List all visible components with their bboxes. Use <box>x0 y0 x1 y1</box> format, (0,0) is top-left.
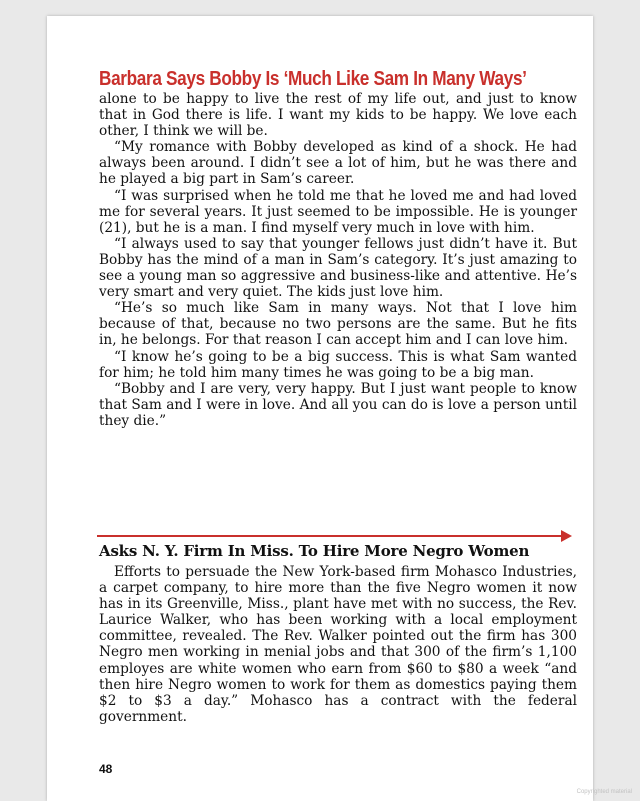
article-paragraph: “My romance with Bobby developed as kind of a shock. He had always been around. I didn’t see a lot of him, but he was there and he played a big part in Sam’s career. <box>99 139 577 188</box>
article-body <box>99 91 577 429</box>
arrow-right-icon <box>561 530 572 542</box>
news-brief-body <box>99 564 577 725</box>
news-brief-headline: Asks N. Y. Firm In Miss. To Hire More Negro Women <box>99 542 530 560</box>
article-headline: Barbara Says Bobby Is ‘Much Like Sam In Many Ways’ <box>99 68 527 90</box>
section-divider-rule <box>97 535 563 537</box>
article-paragraph: “Bobby and I are very, very happy. But I just want people to know that Sam and I were in love. And all you can do is love a person until they die.” <box>99 380 577 429</box>
page-number: 48 <box>99 762 113 776</box>
article-paragraph: Efforts to persuade the New York-based firm Mohasco Industries, a carpet company, to hire more than the five Negro women it now has in its Greenville, Miss., plant have met with no success, the Rev. Laurice Walker, who has been working with a local employment committee, revealed. The Rev. Walker pointed out the firm has 300 Negro men working in menial jobs and that 300 of the firm’s 1,100 employes are white women who earn from $60 to $80 a week “and then hire Negro women to work for them as domestics paying them $2 to $3 a day.” Mohasco has a contract with the federal government. <box>99 564 577 725</box>
article-paragraph: “I know he’s going to be a big success. This is what Sam wanted for him; he told him many times he was going to be a big man. <box>99 348 577 381</box>
article-paragraph: “I always used to say that younger fellows just didn’t have it. But Bobby has the mind of a man in Sam’s category. It’s just amazing to see a young man so aggressive and business-like and attentive. He’s very smart and very quiet. The kids just love him. <box>99 235 577 301</box>
article-paragraph: “I was surprised when he told me that he loved me and had loved me for several years. It just seemed to be impossible. He is younger (21), but he is a man. I find myself very much in love with him. <box>99 187 577 236</box>
article-paragraph: alone to be happy to live the rest of my life out, and just to know that in God there is life. I want my kids to be happy. We love each other, I think we will be. <box>99 91 577 140</box>
copyright-watermark: Copyrighted material <box>576 789 632 795</box>
magazine-page <box>47 16 593 801</box>
article-paragraph: “He’s so much like Sam in many ways. Not that I love him because of that, because no two persons are the same. But he fits in, he belongs. For that reason I can accept him and I can love him. <box>99 300 577 349</box>
